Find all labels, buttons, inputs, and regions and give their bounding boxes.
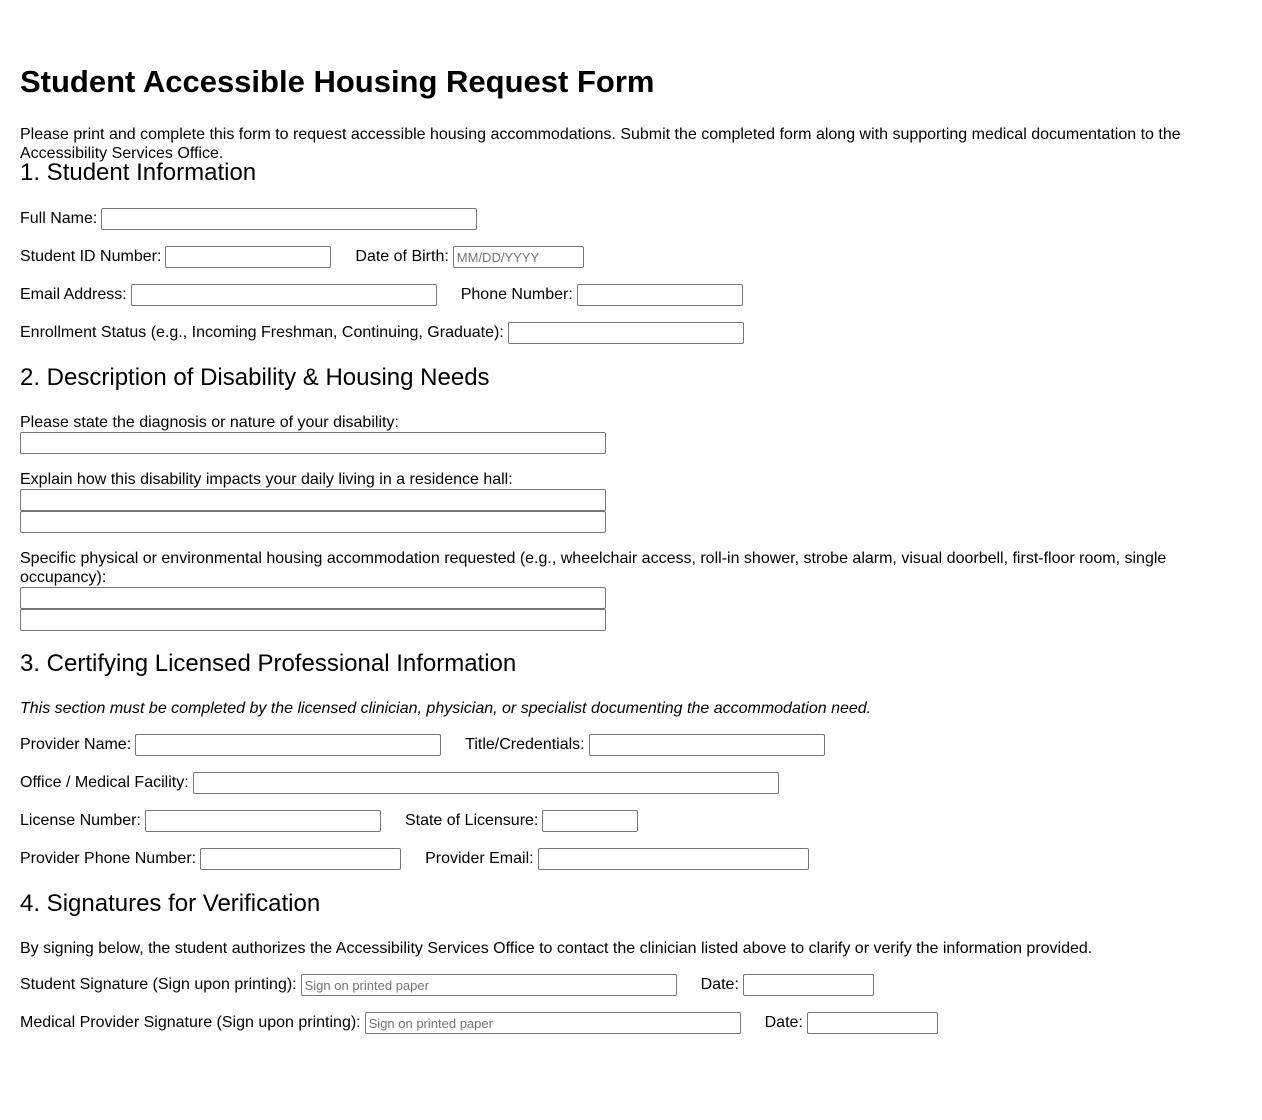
- title-credentials-input[interactable]: [589, 734, 825, 756]
- provider-contact-row: [20, 848, 809, 870]
- full-name-label: Full Name:: [20, 210, 98, 227]
- accommodation-input-line-2[interactable]: [20, 609, 606, 631]
- provider-name-label: Provider Name:: [20, 736, 132, 753]
- impact-label: Explain how this disability impacts your daily living in a residence hall:: [20, 471, 513, 488]
- student-id-label: Student ID Number:: [20, 248, 162, 265]
- full-name-input[interactable]: [101, 208, 477, 230]
- enrollment-row: [20, 322, 744, 344]
- enrollment-label: Enrollment Status (e.g., Incoming Freshman, Continuing, Graduate):: [20, 324, 504, 341]
- section-2-heading: 2. Description of Disability & Housing Needs: [20, 364, 490, 391]
- email-label: Email Address:: [20, 286, 127, 303]
- state-input[interactable]: [542, 810, 638, 832]
- impact-input-line-2[interactable]: [20, 511, 606, 533]
- diagnosis-input[interactable]: [20, 432, 606, 454]
- full-name-row: [20, 208, 477, 230]
- phone-input[interactable]: [577, 284, 743, 306]
- impact-input-line-1[interactable]: [20, 489, 606, 511]
- section-4-heading: 4. Signatures for Verification: [20, 890, 321, 917]
- license-label: License Number:: [20, 812, 141, 829]
- provider-email-input[interactable]: [538, 848, 809, 870]
- student-date-input[interactable]: [743, 974, 874, 996]
- student-id-input[interactable]: [165, 246, 331, 268]
- section-3-heading: 3. Certifying Licensed Professional Information: [20, 650, 517, 677]
- facility-label: Office / Medical Facility:: [20, 774, 189, 791]
- authorization-statement: By signing below, the student authorizes the Accessibility Services Office to contact the clinician listed above to clarify or verify the information provided.: [20, 940, 1093, 957]
- provider-email-label: Provider Email:: [425, 850, 534, 867]
- state-label: State of Licensure:: [404, 812, 539, 829]
- dob-input[interactable]: [453, 246, 584, 268]
- page-title: Student Accessible Housing Request Form: [20, 64, 655, 99]
- provider-date-label: Date:: [764, 1014, 803, 1031]
- student-signature-row: [20, 974, 874, 996]
- diagnosis-label: Please state the diagnosis or nature of your disability:: [20, 414, 399, 431]
- provider-date-input[interactable]: [807, 1012, 938, 1034]
- license-row: [20, 810, 638, 832]
- email-phone-row: [20, 284, 743, 306]
- enrollment-input[interactable]: [508, 322, 744, 344]
- email-input[interactable]: [131, 284, 437, 306]
- intro-text: Please print and complete this form to request accessible housing accommodations. Submit the completed form along with supporting medical documentation to the Accessibility Services Office.: [20, 126, 1181, 162]
- provider-signature-input[interactable]: [365, 1012, 741, 1034]
- facility-row: [20, 772, 779, 794]
- provider-signature-row: [20, 1012, 938, 1034]
- section-3-note: This section must be completed by the licensed clinician, physician, or specialist documenting the accommodation need.: [20, 700, 872, 717]
- provider-name-row: [20, 734, 825, 756]
- id-dob-row: [20, 246, 584, 268]
- license-input[interactable]: [145, 810, 381, 832]
- provider-signature-label: Medical Provider Signature (Sign upon printing):: [20, 1014, 361, 1031]
- facility-input[interactable]: [193, 772, 779, 794]
- phone-label: Phone Number:: [460, 286, 573, 303]
- student-signature-input[interactable]: [301, 974, 677, 996]
- student-signature-label: Student Signature (Sign upon printing):: [20, 976, 297, 993]
- dob-label: Date of Birth:: [355, 248, 449, 265]
- provider-phone-input[interactable]: [200, 848, 401, 870]
- section-1-heading: 1. Student Information: [20, 159, 257, 186]
- accommodation-input-line-1[interactable]: [20, 587, 606, 609]
- provider-name-input[interactable]: [135, 734, 441, 756]
- provider-phone-label: Provider Phone Number:: [20, 850, 197, 867]
- title-credentials-label: Title/Credentials:: [465, 736, 585, 753]
- accommodation-label: Specific physical or environmental housing accommodation requested (e.g., wheelchair access, roll-in shower, strobe alarm, visual doorbell, first-floor room, single occupancy):: [20, 550, 1167, 586]
- student-date-label: Date:: [700, 976, 739, 993]
